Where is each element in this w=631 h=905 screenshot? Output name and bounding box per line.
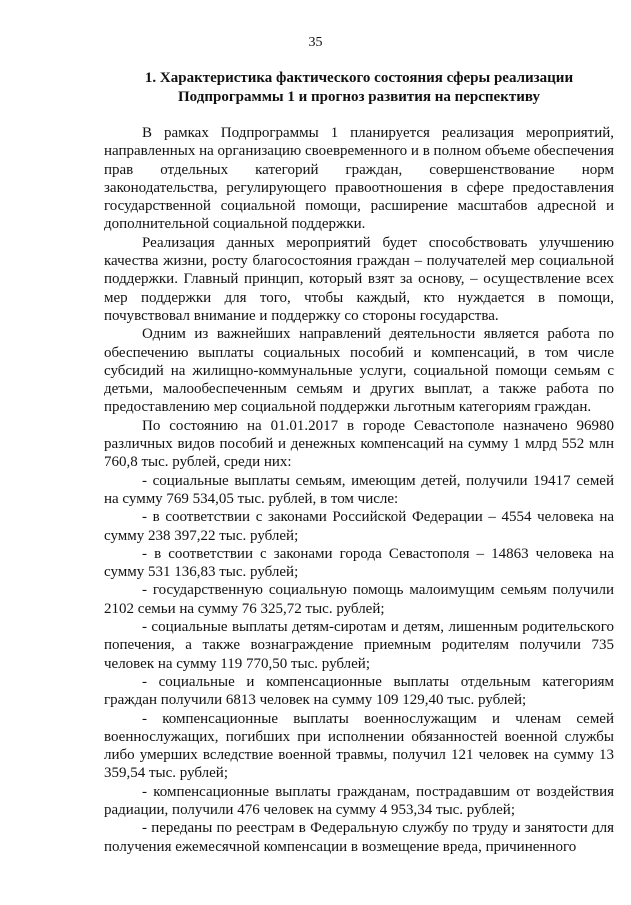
- list-item: - в соответствии с законами Российской Федерации – 4554 человека на сумму 238 397,22 тыс. рублей;: [104, 509, 614, 544]
- list-item: - переданы по реестрам в Федеральную службу по труду и занятости для получения ежемесячной компенсации в возмещение вреда, причиненного: [104, 820, 614, 855]
- paragraph: По состоянию на 01.01.2017 в городе Севастополе назначено 96980 различных видов пособий и денежных компенсаций на сумму 1 млрд 552 млн 760,8 тыс. рублей, среди них:: [104, 417, 614, 471]
- body-text: [104, 124, 614, 856]
- list-item: - в соответствии с законами города Севастополя – 14863 человека на сумму 531 136,83 тыс. рублей;: [104, 545, 614, 581]
- paragraph: Реализация данных мероприятий будет способствовать улучшению качества жизни, росту благосостояния граждан – получателей мер социальной поддержки. Главный принцип, который взят за основу, – осуществление всех мер поддержки для того, чтобы каждый, кто нуждается в помощи, почувствовал внимание и поддержку со стороны государства.: [104, 234, 614, 324]
- paragraph: Одним из важнейших направлений деятельности является работа по обеспечению выплаты социальных пособий и компенсаций, в том числе субсидий на жилищно-коммунальные услуги, социальной помощи семьям с детьми, малообеспеченным семьям и других выплат, а также работа по предоставлению мер социальной поддержки льготным категориям граждан.: [104, 326, 614, 416]
- paragraph: В рамках Подпрограммы 1 планируется реализация мероприятий, направленных на организацию своевременного и в полном объеме обеспечения прав отдельных категорий граждан, совершенствование норм законодательства, регулирующего правоотношения в сфере предоставления государственной социальной помощи, расширение масштабов адресной и дополнительной социальной поддержки.: [104, 125, 614, 233]
- list-item: - компенсационные выплаты гражданам, пострадавшим от воздействия радиации, получили 476 человек на сумму 4 953,34 тыс. рублей;: [104, 783, 614, 818]
- section-heading-line-2: Подпрограммы 1 и прогноз развития на перспективу: [178, 89, 540, 105]
- section-heading: [104, 69, 614, 107]
- list-item: - социальные и компенсационные выплаты отдельным категориям граждан получили 6813 человек на сумму 109 129,40 тыс. рублей;: [104, 673, 614, 709]
- section-heading-line-1: 1. Характеристика фактического состояния сферы реализации: [144, 70, 574, 86]
- list-item: - социальные выплаты семьям, имеющим детей, получили 19417 семей на сумму 769 534,05 тыс. рублей, в том числе:: [104, 472, 614, 507]
- list-item: - социальные выплаты детям-сиротам и детям, лишенным родительского попечения, а также вознаграждение приемным родителям получили 735 человек на сумму 119 770,50 тыс. рублей;: [104, 619, 614, 672]
- page-number: 35: [308, 35, 323, 50]
- list-item: - государственную социальную помощь малоимущим семьям получили 2102 семьи на сумму 76 325,72 тыс. рублей;: [104, 582, 614, 617]
- list-item: - компенсационные выплаты военнослужащим и членам семей военнослужащих, погибших при исполнении обязанностей военной службы либо умерших вследствие военной травмы, получил 121 человек на сумму 13 359,54 тыс. рублей;: [104, 710, 614, 782]
